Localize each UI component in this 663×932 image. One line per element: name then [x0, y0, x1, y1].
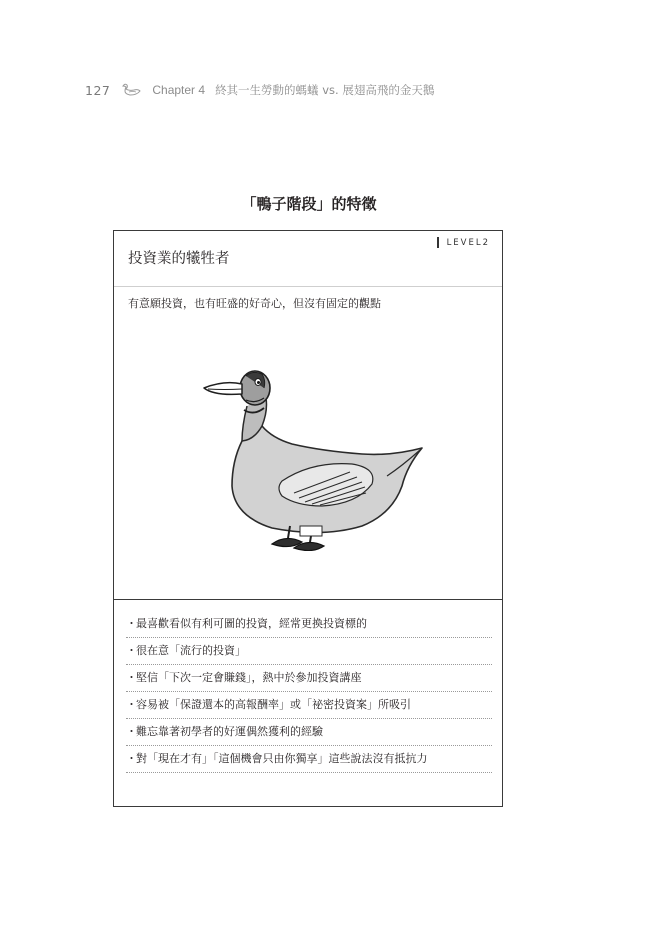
list-item-text: 對「現在才有」「這個機會只由你獨享」這些說法沒有抵抗力 — [136, 752, 428, 765]
page-number: 127 — [85, 82, 111, 98]
card-heading: 投資業的犧牲者 — [128, 251, 230, 267]
list-item — [126, 692, 492, 719]
list-item-text: 很在意「流行的投資」 — [136, 644, 246, 657]
list-item-text: 容易被「保證還本的高報酬率」或「祕密投資案」所吸引 — [136, 698, 411, 711]
list-item — [126, 611, 492, 638]
stage-card — [113, 230, 503, 807]
card-header — [114, 231, 502, 287]
bullet-dot: ・ — [126, 725, 137, 738]
section-divider — [114, 599, 502, 600]
level-bar — [437, 237, 439, 248]
box-title: 「鴨子階段」的特徵 — [241, 195, 377, 213]
bullet-dot: ・ — [126, 671, 137, 684]
chapter-label: Chapter 4 — [152, 83, 206, 97]
bullet-dot: ・ — [126, 698, 137, 711]
list-item — [126, 719, 492, 746]
bullet-dot: ・ — [126, 752, 137, 765]
trait-list — [126, 611, 492, 773]
level-label: LEVEL2 — [446, 237, 490, 248]
bullet-dot: ・ — [126, 617, 137, 630]
bullet-dot: ・ — [126, 644, 137, 657]
swan-icon — [120, 82, 142, 98]
running-head — [85, 80, 434, 100]
duck-illustration — [202, 366, 432, 551]
list-item-text: 難忘靠著初學者的好運偶然獲利的經驗 — [136, 725, 323, 738]
chapter-title: 終其一生勞動的螞蟻 vs. 展翅高飛的金天鵝 — [215, 83, 435, 97]
list-item-text: 最喜歡看似有利可圖的投資，經常更換投資標的 — [136, 617, 367, 630]
list-item — [126, 638, 492, 665]
list-item — [126, 665, 492, 692]
level-indicator — [437, 237, 490, 248]
list-item-text: 堅信「下次一定會賺錢」，熱中於參加投資講座 — [136, 671, 362, 684]
card-description: 有意願投資，也有旺盛的好奇心，但沒有固定的觀點 — [128, 297, 381, 310]
list-item — [126, 746, 492, 773]
